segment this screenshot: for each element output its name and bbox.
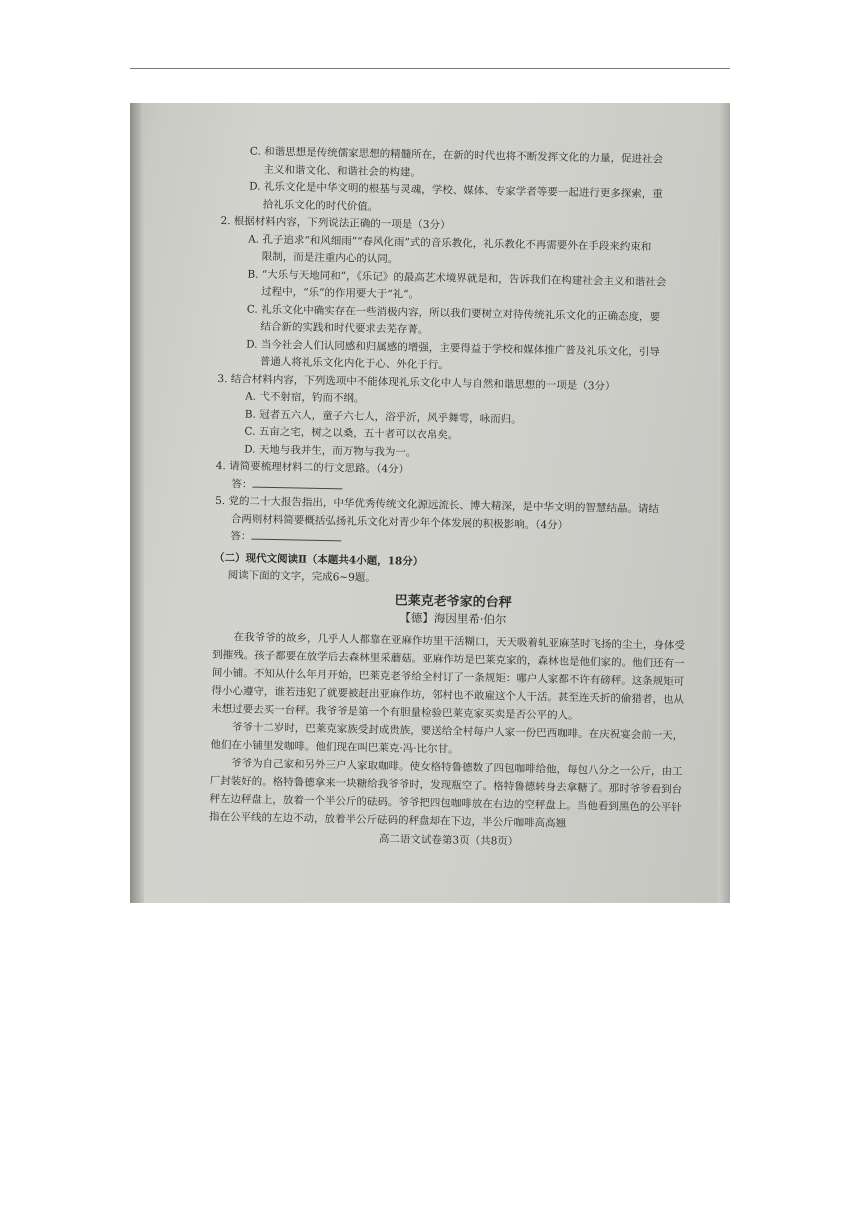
q2-option-b-line2: 过程中，“乐”的作用要大于“礼”。 — [261, 285, 420, 301]
section2-instruction: 阅读下面的文字，完成6~9题。 — [227, 569, 376, 585]
q1-option-c-line1: C. 和谐思想是传统儒家思想的精髓所在，在新的时代也将不断发挥文化的力量，促进社会 — [249, 145, 664, 166]
page-footer: 高二语文试卷第3页（共8页） — [378, 832, 519, 848]
q2-option-a-line1: A. 孔子追求“和风细雨”“春风化雨”式的音乐教化，礼乐教化不再需要外在手段来约束和 — [248, 233, 652, 253]
q2-option-d-line1: D. 当今社会人们认同感和归属感的增强，主要得益于学校和媒体推广普及礼乐文化，引导 — [246, 338, 660, 358]
exam-photo — [130, 103, 730, 903]
q3-stem: 3. 结合材料内容，下列选项中不能体现礼乐文化中人与自然和谐思想的一项是（3分） — [217, 372, 616, 393]
q4-answer-blank — [252, 476, 342, 489]
q1-option-c-line2: 主义和谐文化、和谐社会的构建。 — [263, 163, 422, 179]
photo-shadow-left — [130, 103, 144, 903]
q3-option-d: D. 天地与我并生，而万物与我为一。 — [244, 442, 417, 459]
q5-answer-label: 答： — [230, 530, 252, 543]
story-paragraph-3: 爷爷为自己家和另外三户人家取咖啡。使女格特鲁德数了四包咖啡给他，每包八分之一公斤，由工厂封装好的。格特鲁德拿来一块糖给我爷爷时，发现瓶空了。格特鲁德转身去拿糖了。那时爷爷看到台秤左边秤盘上，放着一个半公斤的砝码。爷爷把四包咖啡放在右边的空秤盘上。当他看到黑色的公平针指在公平线的左边不动，放着半公斤砝码的秤盘却在下边，半公斤咖啡高高翘 — [208, 756, 683, 830]
story-body — [209, 627, 693, 834]
q3-option-b: B. 冠者五六人，童子六七人，浴乎沂，风乎舞雩，咏而归。 — [244, 407, 522, 426]
exam-page — [209, 143, 702, 854]
story-paragraph-1: 在我爷爷的故乡，几乎人人都靠在亚麻作坊里干活糊口，天天吸着轧亚麻茎时飞扬的尘土，身体受到摧残。孩子都要在放学后去森林里采蘑菇。亚麻作坊是巴莱克家的，森林也是他们家的。他们还有一间小铺。不知从什么年月开始，巴莱克老爷给全村订了一条规矩：哪户人家都不许有磅秤。这条规矩可得小心遵守，谁若违犯了就要被赶出亚麻作坊，邻村也不敢雇这个人干活。甚至连夭折的偷猎者，也从未想过要去买一台秤。我爷爷是第一个有胆量检验巴莱克家买卖是否公平的人。 — [211, 630, 686, 722]
q2-option-a-line2: 限制，而是注重内心的认同。 — [261, 250, 399, 266]
header-rule — [130, 68, 730, 69]
q5-answer-blank — [251, 529, 341, 542]
story-paragraph-2: 爷爷十二岁时，巴莱克家族受封成贵族，要送给全村每户人家一份巴西咖啡。在庆祝宴会前一天，他们在小铺里发咖啡。他们现在叫巴莱克·冯·比尔甘。 — [210, 720, 684, 756]
q2-stem: 2. 根据材料内容，下列说法正确的一项是（3分） — [220, 214, 451, 232]
story-title: 巴莱克老爷家的台秤 — [394, 592, 512, 611]
photo-shadow-right — [718, 103, 730, 903]
q5-stem-line2: 合两则材料简要概括弘扬礼乐文化对青少年个体发展的积极影响。（4分） — [230, 512, 569, 532]
q5-stem-line1: 5. 党的二十大报告指出，中华优秀传统文化源远流长、博大精深，是中华文明的智慧结晶。请结 — [215, 494, 660, 516]
section2-heading: （二）现代文阅读Ⅱ（本题共4小题，18分） — [213, 551, 424, 568]
q4-stem: 4. 请简要梳理材料二的行文思路。（4分） — [215, 459, 410, 476]
q4-answer-label: 答： — [231, 477, 253, 491]
q2-option-c-line2: 结合新的实践和时代要求去芜存菁。 — [260, 320, 429, 336]
q2-option-d-line2: 普通人将礼乐文化内化于心、外化于行。 — [259, 355, 449, 372]
q3-option-c: C. 五亩之宅，树之以桑，五十者可以衣帛矣。 — [244, 425, 459, 442]
q1-option-d-line2: 拾礼乐文化的时代价值。 — [262, 198, 379, 213]
story-author: 【德】海因里希·伯尔 — [399, 610, 507, 627]
q2-option-c-line1: C. 礼乐文化中确实存在一些消极内容，所以我们要树立对待传统礼乐文化的正确态度，要 — [246, 303, 661, 323]
q3-option-a: A. 弋不射宿，钓而不纲。 — [245, 390, 365, 405]
q2-option-b-line1: B. “大乐与天地同和”，《乐记》的最高艺术境界就是和，告诉我们在构建社会主义和谐社会 — [247, 268, 667, 289]
q1-option-d-line1: D. 礼乐文化是中华文明的根基与灵魂，学校、媒体、专家学者等要一起进行更多探索，重 — [249, 180, 663, 201]
